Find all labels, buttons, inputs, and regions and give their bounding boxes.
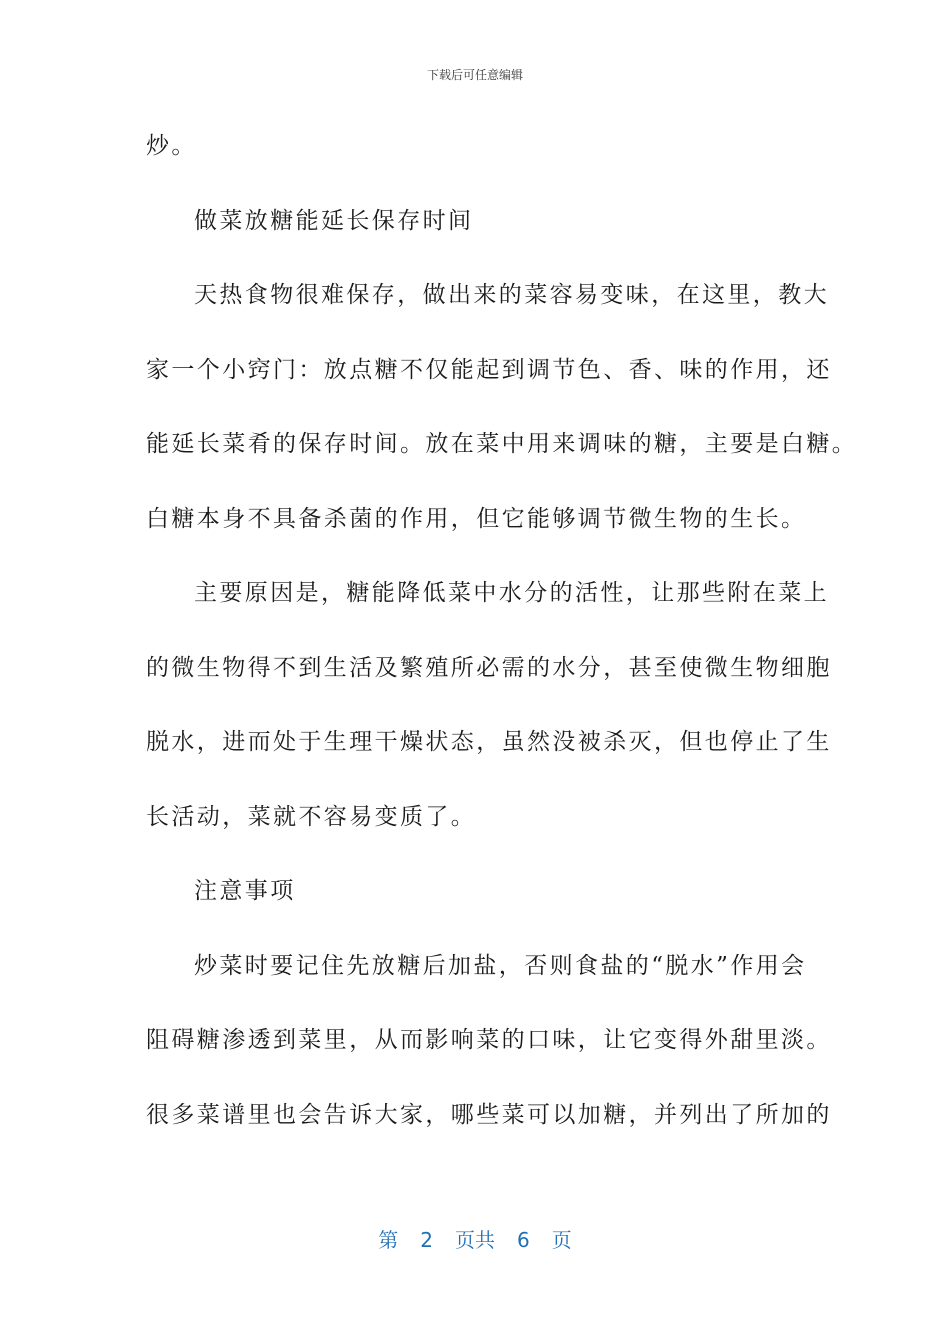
footer-middle: 页共 bbox=[455, 1228, 495, 1252]
body-line: 白糖本身不具备杀菌的作用，但它能够调节微生物的生长。 bbox=[146, 505, 807, 532]
total-pages-number: 6 bbox=[517, 1228, 530, 1252]
body-line: 炒菜时要记住先放糖后加盐，否则食盐的“脱水”作用会 bbox=[194, 952, 807, 979]
page-footer bbox=[0, 1224, 950, 1253]
body-line: 能延长菜肴的保存时间。放在菜中用来调味的糖，主要是白糖。 bbox=[146, 431, 858, 457]
body-line: 很多菜谱里也会告诉大家，哪些菜可以加糖，并列出了所加的 bbox=[146, 1101, 832, 1128]
section-heading: 做菜放糖能延长保存时间 bbox=[194, 207, 474, 234]
document-body bbox=[146, 122, 858, 1165]
body-line: 炒。 bbox=[146, 133, 197, 159]
page-header: 下载后可任意编辑 bbox=[426, 68, 523, 82]
body-line: 家一个小窍门：放点糖不仅能起到调节色、香、味的作用，还 bbox=[146, 356, 832, 383]
footer-prefix: 第 bbox=[378, 1228, 399, 1252]
body-line: 天热食物很难保存，做出来的菜容易变味，在这里，教大 bbox=[194, 282, 829, 308]
body-line: 脱水，进而处于生理干燥状态，虽然没被杀灭，但也停止了生 bbox=[146, 729, 832, 755]
current-page-number: 2 bbox=[420, 1228, 433, 1252]
section-heading: 注意事项 bbox=[194, 878, 296, 904]
footer-suffix: 页 bbox=[551, 1228, 572, 1252]
body-line: 的微生物得不到生活及繁殖所必需的水分，甚至使微生物细胞 bbox=[146, 654, 832, 681]
body-line: 阻碍糖渗透到菜里，从而影响菜的口味，让它变得外甜里淡。 bbox=[146, 1027, 832, 1053]
body-line: 主要原因是，糖能降低菜中水分的活性，让那些附在菜上 bbox=[194, 580, 829, 606]
body-line: 长活动，菜就不容易变质了。 bbox=[146, 803, 477, 830]
